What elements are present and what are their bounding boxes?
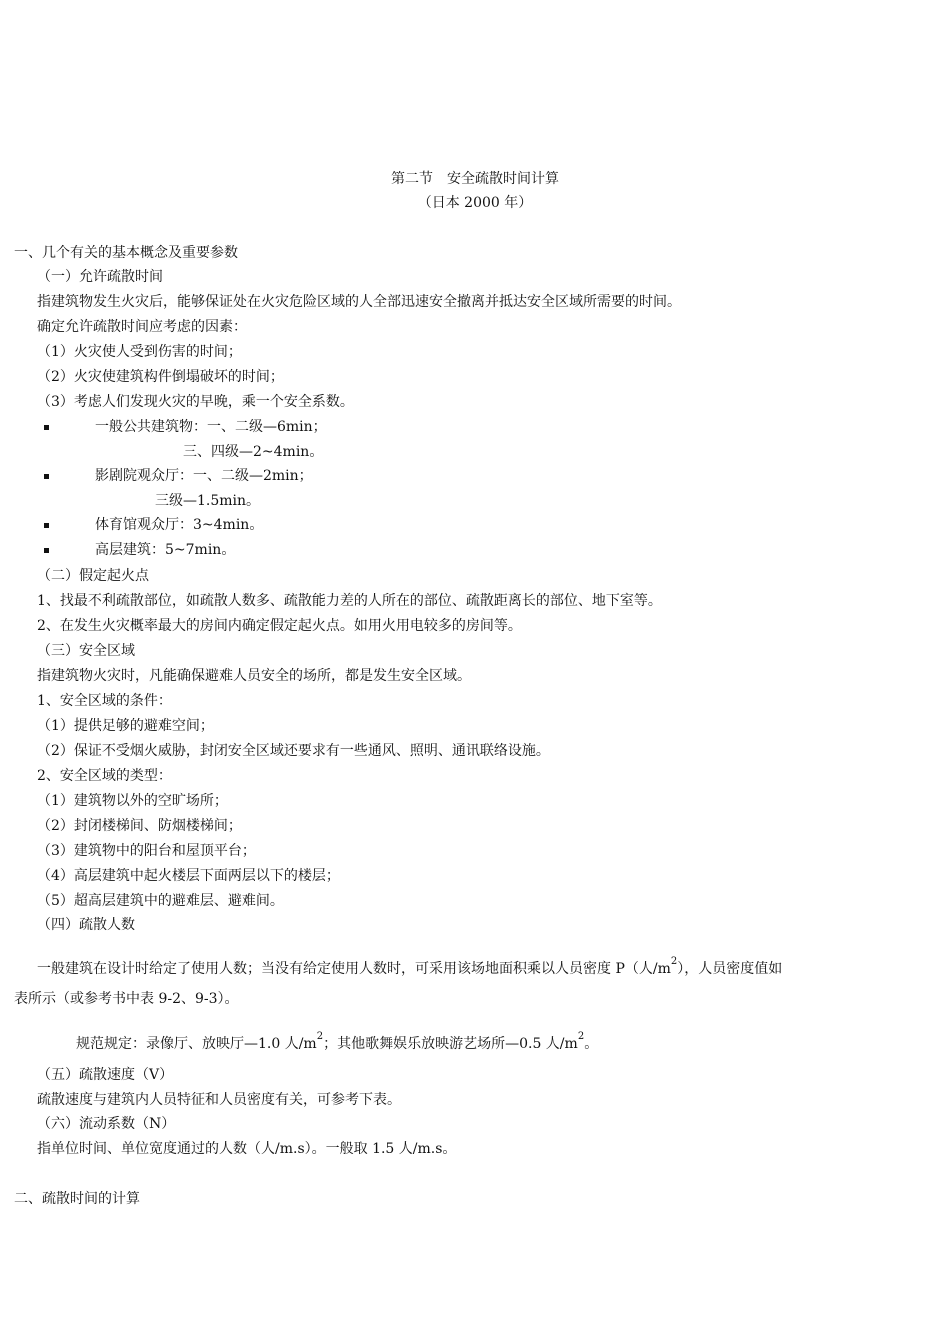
- paragraph-allowed-time-def: 指建筑物发生火灾后，能够保证处在火灾危险区域的人全部迅速安全撤离并抵达安全区域所需要的时间。: [37, 294, 681, 310]
- list-item-condition-2: （2）保证不受烟火威胁，封闭安全区域还要求有一些通风、照明、通讯联络设施。: [37, 743, 550, 759]
- list-item-type-3: （3）建筑物中的阳台和屋顶平台；: [37, 843, 256, 859]
- subheading-fire-origin: （二）假定起火点: [37, 568, 149, 584]
- bullet-public-buildings-cont: 三、四级—2~4min。: [183, 444, 324, 460]
- heading-basic-concepts: 一、几个有关的基本概念及重要参数: [14, 245, 238, 261]
- list-item-factor-2: （2）火灾使建筑构件倒塌破坏的时间；: [37, 369, 284, 385]
- bullet-icon: [44, 523, 49, 528]
- bullet-public-buildings: 一般公共建筑物：一、二级—6min；: [95, 419, 327, 435]
- paragraph-safe-area-conditions: 1、安全区域的条件：: [37, 693, 172, 709]
- paragraph-flow-coefficient: 指单位时间、单位宽度通过的人数（人/m.s）。一般取 1.5 人/m.s。: [37, 1141, 457, 1157]
- bullet-theater-hall: 影剧院观众厅：一、二级—2min；: [95, 468, 313, 484]
- paragraph-factors-intro: 确定允许疏散时间应考虑的因素：: [37, 319, 247, 335]
- section-subtitle: （日本 2000 年）: [417, 195, 533, 211]
- section-title: 第二节 安全疏散时间计算: [391, 171, 559, 187]
- list-item-factor-1: （1）火灾使人受到伤害的时间；: [37, 344, 242, 360]
- paragraph-evacuation-speed: 疏散速度与建筑内人员特征和人员密度有关，可参考下表。: [37, 1092, 401, 1108]
- heading-evacuation-time-calc: 二、疏散时间的计算: [14, 1191, 140, 1207]
- paragraph-code-rule: 规范规定：录像厅、放映厅—1.0 人$/m^2$；其他歌舞娱乐放映游艺场所—0.5 人$/m^2$。: [76, 1031, 599, 1052]
- subheading-safe-area: （三）安全区域: [37, 643, 135, 659]
- list-item-type-2: （2）封闭楼梯间、防烟楼梯间；: [37, 818, 242, 834]
- list-item-condition-1: （1）提供足够的避难空间；: [37, 718, 214, 734]
- subheading-evacuation-speed: （五）疏散速度（V）: [37, 1067, 174, 1083]
- paragraph-evacuee-count-cont: 表所示（或参考书中表 9-2、9-3）。: [14, 991, 239, 1007]
- subheading-allowed-time: （一）允许疏散时间: [37, 269, 163, 285]
- list-item-type-4: （4）高层建筑中起火楼层下面两层以下的楼层；: [37, 868, 340, 884]
- paragraph-fire-origin-1: 1、找最不利疏散部位，如疏散人数多、疏散能力差的人所在的部位、疏散距离长的部位、地下室等。: [37, 593, 662, 609]
- paragraph-fire-origin-2: 2、在发生火灾概率最大的房间内确定假定起火点。如用火用电较多的房间等。: [37, 618, 522, 634]
- subheading-evacuee-count: （四）疏散人数: [37, 917, 135, 933]
- bullet-icon: [44, 425, 49, 430]
- bullet-stadium-hall: 体育馆观众厅：3~4min。: [95, 517, 264, 533]
- bullet-icon: [44, 474, 49, 479]
- bullet-high-rise: 高层建筑：5~7min。: [95, 542, 236, 558]
- paragraph-safe-area-def: 指建筑物火灾时，凡能确保避难人员安全的场所，都是发生安全区域。: [37, 668, 471, 684]
- subheading-flow-coefficient: （六）流动系数（N）: [37, 1116, 176, 1132]
- list-item-factor-3: （3）考虑人们发现火灾的早晚，乘一个安全系数。: [37, 394, 354, 410]
- paragraph-safe-area-types: 2、安全区域的类型：: [37, 768, 172, 784]
- bullet-theater-hall-cont: 三级—1.5min。: [155, 493, 261, 509]
- list-item-type-5: （5）超高层建筑中的避难层、避难间。: [37, 893, 284, 909]
- bullet-icon: [44, 548, 49, 553]
- list-item-type-1: （1）建筑物以外的空旷场所；: [37, 793, 228, 809]
- paragraph-evacuee-count: 一般建筑在设计时给定了使用人数；当没有给定使用人数时，可采用该场地面积乘以人员密度 P（人$/m^2$），人员密度值如: [37, 956, 783, 977]
